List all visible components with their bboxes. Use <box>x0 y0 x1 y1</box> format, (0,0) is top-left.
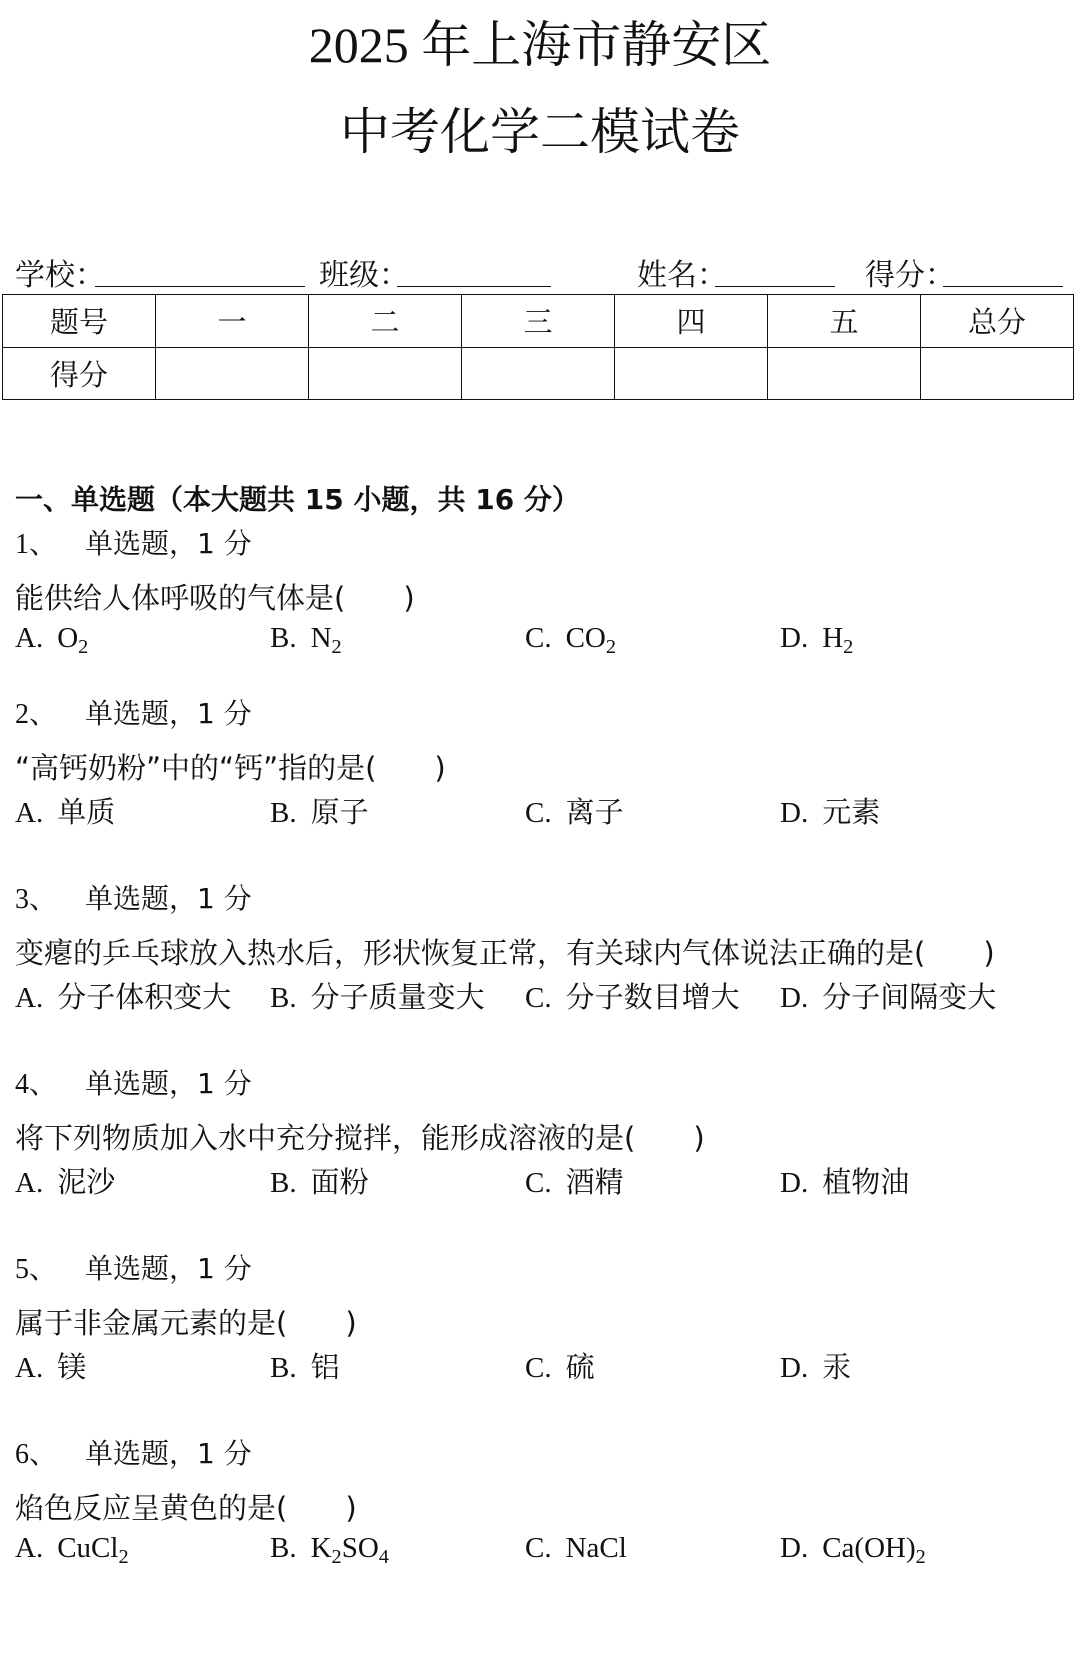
question-stem: 将下列物质加入水中充分搅拌，能形成溶液的是( ) <box>15 1121 705 1155</box>
question-type: 单选题，1 分 <box>85 697 252 730</box>
score-table-score-row <box>3 347 1074 400</box>
score-row-label: 得分 <box>3 347 156 400</box>
question-type: 单选题，1 分 <box>85 1252 252 1285</box>
option-d[interactable] <box>780 790 880 831</box>
option-letter: C. <box>525 797 552 829</box>
option-subscript: 2 <box>331 636 342 659</box>
option-letter: A. <box>15 1352 44 1384</box>
section-title: 一、单选题（本大题共 15 小题，共 16 分） <box>15 483 580 516</box>
option-subscript: 2 <box>118 1546 129 1569</box>
option-subscript: 2 <box>331 1546 342 1569</box>
option-a[interactable] <box>15 1345 86 1386</box>
option-subscript: 2 <box>605 636 617 659</box>
option-text: 酒精 <box>565 1165 624 1199</box>
option-letter: B. <box>270 1532 297 1564</box>
question-number: 3、 <box>15 884 58 915</box>
question-header <box>15 522 252 562</box>
option-c[interactable] <box>525 620 617 659</box>
option-text: 离子 <box>565 795 624 829</box>
option-text: 硫 <box>565 1350 595 1384</box>
option-letter: A. <box>15 622 44 654</box>
option-text: SO <box>341 1532 379 1564</box>
exam-title-line2: 中考化学二模试卷 <box>340 103 740 161</box>
question-header <box>15 1432 252 1472</box>
question-type: 单选题，1 分 <box>85 1437 252 1470</box>
option-letter: D. <box>780 797 809 829</box>
option-text: 分子数目增大 <box>565 980 740 1014</box>
option-subscript: 2 <box>915 1546 926 1569</box>
name-label: 姓名： <box>637 258 727 293</box>
option-text: 单质 <box>57 795 116 829</box>
option-letter: C. <box>525 1532 552 1564</box>
option-b[interactable] <box>270 1160 369 1201</box>
student-info-row <box>15 250 1065 293</box>
option-d[interactable] <box>780 1345 851 1386</box>
option-text: NaCl <box>565 1532 627 1564</box>
option-d[interactable] <box>780 1160 909 1201</box>
question-header <box>15 877 252 917</box>
option-text: 汞 <box>822 1350 852 1384</box>
option-text: 铝 <box>310 1350 340 1384</box>
option-letter: B. <box>270 797 297 829</box>
option-d[interactable] <box>780 1530 926 1569</box>
option-a[interactable] <box>15 975 231 1016</box>
option-text: 分子质量变大 <box>310 980 485 1014</box>
question-stem: 能供给人体呼吸的气体是( ) <box>15 581 415 615</box>
option-text: 原子 <box>310 795 369 829</box>
option-b[interactable] <box>270 620 342 659</box>
option-letter: D. <box>780 622 809 654</box>
score-cell[interactable] <box>309 347 462 400</box>
option-text: 分子间隔变大 <box>822 980 997 1014</box>
score-cell[interactable] <box>462 347 615 400</box>
option-letter: D. <box>780 982 809 1014</box>
option-text: O <box>57 622 79 654</box>
option-letter: B. <box>270 982 297 1014</box>
score-table-header-cell: 总分 <box>921 295 1074 348</box>
option-subscript: 2 <box>843 636 854 659</box>
option-letter: B. <box>270 622 297 654</box>
question-type: 单选题，1 分 <box>85 527 252 560</box>
score-cell[interactable] <box>921 347 1074 400</box>
option-c[interactable] <box>525 1160 624 1201</box>
score-cell[interactable] <box>156 347 309 400</box>
score-cell[interactable] <box>768 347 921 400</box>
score-label: 得分： <box>865 258 955 293</box>
option-letter: A. <box>15 1532 44 1564</box>
score-blank[interactable] <box>943 286 1063 287</box>
option-letter: C. <box>525 1167 552 1199</box>
question-number: 5、 <box>15 1254 58 1285</box>
question-type: 单选题，1 分 <box>85 1067 252 1100</box>
option-a[interactable] <box>15 790 115 831</box>
option-text: 面粉 <box>310 1165 369 1199</box>
option-letter: C. <box>525 1352 552 1384</box>
option-b[interactable] <box>270 1530 389 1569</box>
option-c[interactable] <box>525 1345 595 1386</box>
option-text: N <box>310 622 332 654</box>
option-a[interactable] <box>15 620 89 659</box>
option-text: 泥沙 <box>57 1165 116 1199</box>
question-stem: 属于非金属元素的是( ) <box>15 1306 357 1340</box>
school-label: 学校： <box>15 258 105 293</box>
option-d[interactable] <box>780 975 996 1016</box>
option-letter: D. <box>780 1352 809 1384</box>
option-subscript: 4 <box>378 1546 389 1569</box>
option-letter: C. <box>525 622 552 654</box>
score-table-header-cell: 四 <box>615 295 768 348</box>
option-letter: D. <box>780 1167 809 1199</box>
option-text: Ca(OH) <box>822 1532 916 1564</box>
question-header <box>15 1062 252 1102</box>
question-header <box>15 1247 252 1287</box>
option-a[interactable] <box>15 1530 129 1569</box>
option-b[interactable] <box>270 790 369 831</box>
class-label: 班级： <box>319 258 409 293</box>
score-table-header-cell: 二 <box>309 295 462 348</box>
score-table-header-cell: 题号 <box>3 295 156 348</box>
option-b[interactable] <box>270 975 485 1016</box>
option-letter: A. <box>15 982 44 1014</box>
option-letter: B. <box>270 1352 297 1384</box>
score-table-header-row <box>3 295 1074 348</box>
option-a[interactable] <box>15 1160 115 1201</box>
question-stem: 焰色反应呈黄色的是( ) <box>15 1491 357 1525</box>
option-letter: B. <box>270 1167 297 1199</box>
question-stem: 变瘪的乒乓球放入热水后，形状恢复正常，有关球内气体说法正确的是( ) <box>15 936 995 970</box>
question-number: 1、 <box>15 529 58 560</box>
option-text: CuCl <box>57 1532 119 1564</box>
question-number: 4、 <box>15 1069 58 1100</box>
name-blank[interactable] <box>715 286 835 287</box>
option-text: 植物油 <box>822 1165 910 1199</box>
option-text: K <box>310 1532 332 1564</box>
option-letter: A. <box>15 1167 44 1199</box>
school-blank[interactable] <box>95 286 305 287</box>
option-c[interactable] <box>525 1530 627 1565</box>
question-number: 2、 <box>15 699 58 730</box>
score-table <box>2 294 1074 400</box>
class-blank[interactable] <box>397 286 551 287</box>
option-b[interactable] <box>270 1345 340 1386</box>
option-c[interactable] <box>525 975 740 1016</box>
option-text: 分子体积变大 <box>57 980 232 1014</box>
question-number: 6、 <box>15 1439 58 1470</box>
question-type: 单选题，1 分 <box>85 882 252 915</box>
score-table-header-cell: 一 <box>156 295 309 348</box>
question-header <box>15 692 252 732</box>
option-d[interactable] <box>780 620 854 659</box>
option-text: 元素 <box>822 795 881 829</box>
option-letter: D. <box>780 1532 809 1564</box>
option-subscript: 2 <box>78 636 89 659</box>
option-text: 镁 <box>57 1350 87 1384</box>
score-table-header-cell: 三 <box>462 295 615 348</box>
option-letter: A. <box>15 797 44 829</box>
option-letter: C. <box>525 982 552 1014</box>
score-cell[interactable] <box>615 347 768 400</box>
option-c[interactable] <box>525 790 624 831</box>
exam-title-line1: 2025 年上海市静安区 <box>308 17 772 73</box>
question-stem: “高钙奶粉”中的“钙”指的是( ) <box>15 751 446 785</box>
option-text: CO <box>565 622 606 654</box>
option-text: H <box>822 622 844 654</box>
score-table-header-cell: 五 <box>768 295 921 348</box>
